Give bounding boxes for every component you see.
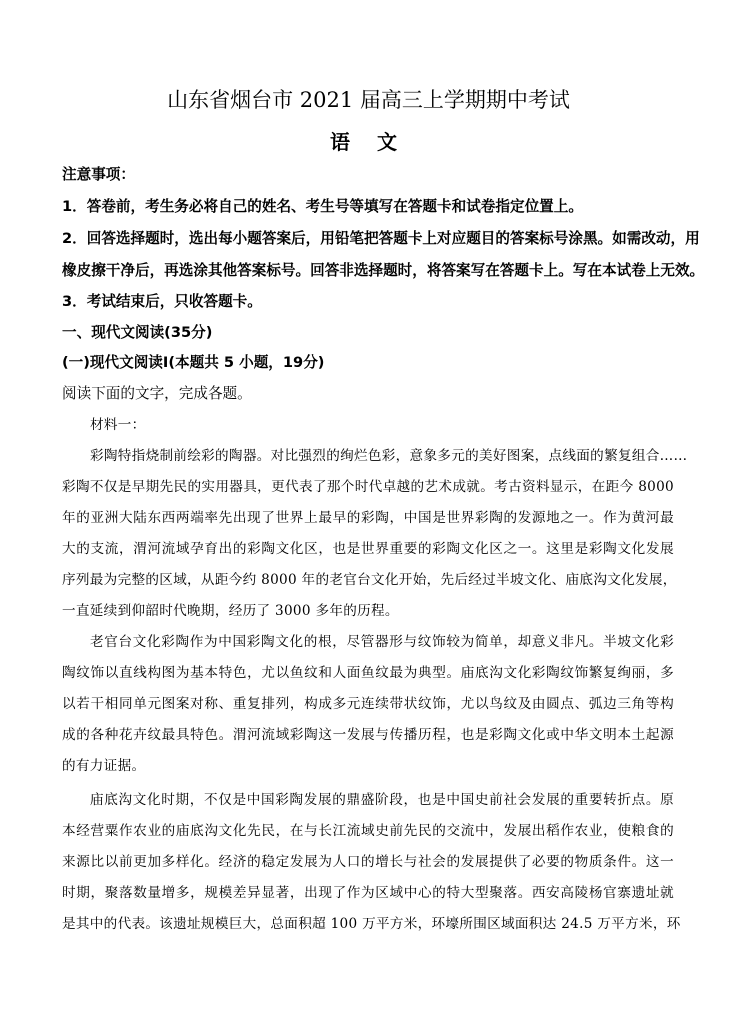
section-subheading: (一)现代文阅读Ⅰ(本题共 5 小题，19分) bbox=[62, 354, 325, 371]
reading-instruction: 阅读下面的文字，完成各题。 bbox=[62, 385, 252, 402]
notice-item: 3．考试结束后，只收答题卡。 bbox=[62, 293, 262, 310]
paragraph-line: 时期，聚落数量增多，规模差异显著，出现了作为区域中心的特大型聚落。西安高陵杨官寨遗址就 bbox=[62, 885, 674, 901]
paragraph-line: 庙底沟文化时期，不仅是中国彩陶发展的鼎盛阶段，也是中国史前社会发展的重要转折点。原 bbox=[90, 792, 674, 808]
paragraph-line: 年的亚洲大陆东西两端率先出现了世界上最早的彩陶，中国是世界彩陶的发源地之一。作为黄河最 bbox=[62, 510, 674, 526]
exam-title: 山东省烟台市 2021 届高三上学期期中考试 bbox=[167, 88, 570, 112]
paragraph-line: 来源比以前更加多样化。经济的稳定发展为人口的增长与社会的发展提供了必要的物质条件。这一 bbox=[62, 854, 674, 870]
paragraph-line: 老官台文化彩陶作为中国彩陶文化的根，尽管器形与纹饰较为简单，却意义非凡。半坡文化彩 bbox=[90, 634, 674, 650]
paragraph-line: 一直延续到仰韶时代晚期，经历了 3000 多年的历程。 bbox=[62, 603, 399, 619]
paragraph-line: 大的支流，渭河流域孕育出的彩陶文化区，也是世界重要的彩陶文化区之一。这里是彩陶文化发展 bbox=[62, 541, 674, 557]
paragraph-line: 本经营粟作农业的庙底沟文化先民，在与长江流域史前先民的交流中，发展出稻作农业，使粮食的 bbox=[62, 823, 674, 839]
notice-item: 2．回答选择题时，选出每小题答案后，用铅笔把答题卡上对应题目的答案标号涂黑。如需改动，用 bbox=[62, 230, 700, 247]
paragraph-line: 彩陶特指烧制前绘彩的陶器。对比强烈的绚烂色彩，意象多元的美好图案，点线面的繁复组合…… bbox=[90, 448, 688, 464]
paragraph-line: 序列最为完整的区域，从距今约 8000 年的老官台文化开始，先后经过半坡文化、庙底沟文化发展， bbox=[62, 572, 677, 588]
paragraph-line: 以若干相同单元图案对称、重复排列，构成多元连续带状纹饰，尤以鸟纹及由圆点、弧边三角等构 bbox=[62, 696, 674, 712]
subject-title: 语 文 bbox=[330, 130, 407, 154]
notice-item: 橡皮擦干净后，再选涂其他答案标号。回答非选择题时，将答案写在答题卡上。写在本试卷上无效。 bbox=[62, 262, 705, 279]
paragraph-line: 的有力证据。 bbox=[62, 758, 146, 774]
material-label: 材料一： bbox=[90, 417, 146, 433]
section-heading: 一、现代文阅读(35分) bbox=[62, 324, 213, 341]
paragraph-line: 彩陶不仅是早期先民的实用器具，更代表了那个时代卓越的艺术成就。考古资料显示，在距今 8000 bbox=[62, 479, 674, 495]
notice-heading: 注意事项： bbox=[62, 166, 135, 183]
paragraph-line: 是其中的代表。该遗址规模巨大，总面积超 100 万平方米，环壕所围区域面积达 24.5 万平方米，环 bbox=[62, 916, 681, 932]
notice-item: 1．答卷前，考生务必将自己的姓名、考生号等填写在答题卡和试卷指定位置上。 bbox=[62, 198, 583, 215]
paragraph-line: 陶纹饰以直线构图为基本特色，尤以鱼纹和人面鱼纹最为典型。庙底沟文化彩陶纹饰繁复绚丽，多 bbox=[62, 665, 674, 681]
paragraph-line: 成的各种花卉纹最具特色。渭河流域彩陶这一发展与传播历程，也是彩陶文化或中华文明本土起源 bbox=[62, 727, 674, 743]
